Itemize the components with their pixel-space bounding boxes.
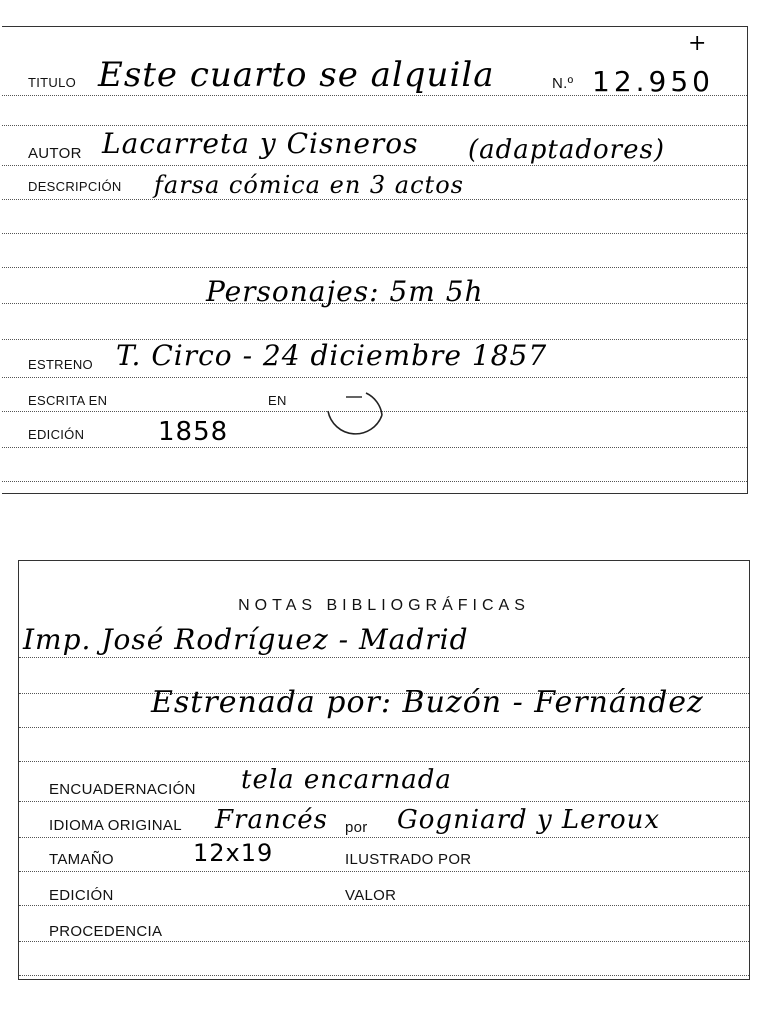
rule-line [2, 377, 747, 378]
edition-label: EDICIÓN [49, 887, 114, 904]
seal-stamp-icon [322, 389, 388, 447]
characters-value: Personajes: 5m 5h [206, 275, 484, 308]
author-label: AUTOR [28, 145, 82, 162]
original-language-label: IDIOMA ORIGINAL [49, 817, 182, 834]
description-label: DESCRIPCIÓN [28, 179, 122, 194]
edition-value: 1858 [158, 417, 229, 447]
rule-line [2, 165, 747, 166]
rule-line [2, 125, 747, 126]
rule-line [19, 871, 749, 872]
note-line-1: Imp. José Rodríguez - Madrid [23, 623, 469, 656]
title-value: Este cuarto se alquila [98, 55, 495, 95]
author-note: (adaptadores) [468, 135, 665, 165]
rule-line [19, 657, 749, 658]
by-label: por [345, 819, 368, 836]
size-value: 12x19 [193, 839, 274, 867]
original-language-value: Francés [215, 805, 329, 835]
catalog-card-bottom [18, 560, 750, 980]
written-in-label: ESCRITA EN [28, 393, 108, 408]
number-value: 12.950 [592, 65, 714, 98]
catalog-card-top [2, 26, 748, 494]
number-label: N.º [552, 75, 574, 92]
value-label: VALOR [345, 887, 397, 904]
author-value: Lacarreta y Cisneros [102, 127, 419, 160]
provenance-label: PROCEDENCIA [49, 923, 163, 940]
illustrated-by-label: ILUSTRADO POR [345, 851, 472, 868]
rule-line [19, 905, 749, 906]
edition-label: EDICIÓN [28, 427, 85, 442]
rule-line [19, 941, 749, 942]
premiere-label: ESTRENO [28, 357, 93, 372]
rule-line [19, 975, 749, 976]
written-in-year-label: EN [268, 393, 287, 408]
rule-line [19, 801, 749, 802]
description-value: farsa cómica en 3 actos [154, 171, 464, 199]
rule-line [19, 761, 749, 762]
rule-line [2, 447, 747, 448]
rule-line [2, 199, 747, 200]
rule-line [2, 267, 747, 268]
title-label: TITULO [28, 75, 77, 90]
premiere-value: T. Circo - 24 diciembre 1857 [116, 339, 548, 372]
rule-line [2, 233, 747, 234]
rule-line [2, 481, 747, 482]
number-mark: + [688, 31, 708, 56]
binding-value: tela encarnada [241, 765, 452, 795]
rule-line [19, 727, 749, 728]
binding-label: ENCUADERNACIÓN [49, 781, 196, 798]
size-label: TAMAÑO [49, 851, 114, 868]
rule-line [19, 837, 749, 838]
note-line-2: Estrenada por: Buzón - Fernández [151, 685, 704, 720]
notes-title: NOTAS BIBLIOGRÁFICAS [238, 597, 530, 614]
original-authors-value: Gogniard y Leroux [397, 805, 661, 835]
